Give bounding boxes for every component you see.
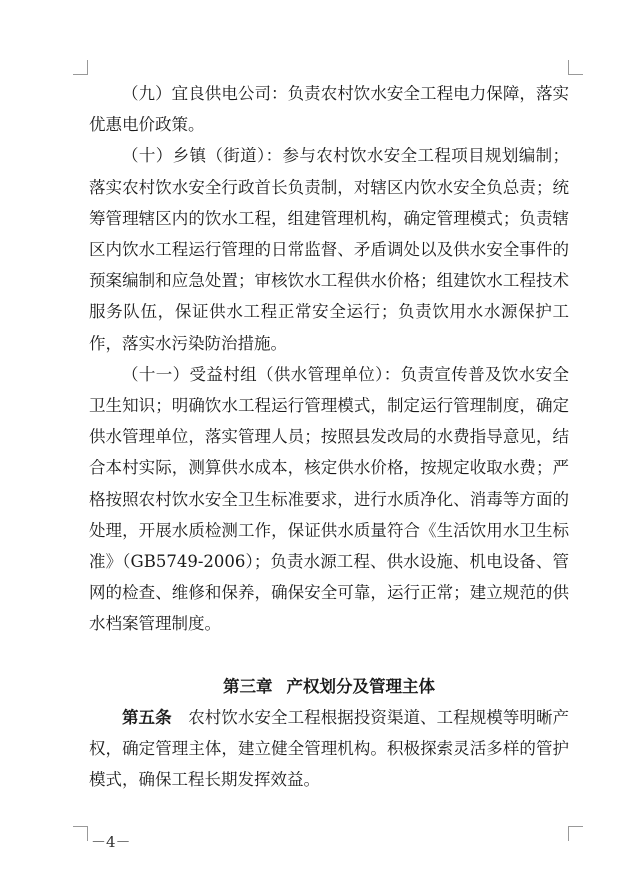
chapter-title: 产权划分及管理主体 bbox=[286, 676, 435, 696]
paragraph-item-10: （十）乡镇（街道）：参与农村饮水安全工程项目规划编制；落实农村饮水安全行政首长负责制，对辖区内饮水安全负总责；统筹管理辖区内的饮水工程，组建管理机构，确定管理模式；负责辖区内饮水工程运行管理的日常监督、矛盾调处以及供水安全事件的预案编制和应急处置；审核饮水工程供水价格；组建饮水工程技术服务队伍，保证供水工程正常安全运行；负责饮用水水源保护工作，落实水污染防治措施。 bbox=[89, 146, 569, 353]
body-text bbox=[89, 78, 569, 795]
paragraph-item-11: （十一）受益村组（供水管理单位）：负责宣传普及饮水安全卫生知识；明确饮水工程运行管理模式，制定运行管理制度，确定供水管理单位，落实管理人员；按照县发改局的水费指导意见，结合本村实际，测算供水成本，核定供水价格，按规定收取水费；严格按照农村饮水安全卫生标准要求，进行水质净化、消毒等方面的处理，开展水质检测工作，保证供水质量符合《生活饮用水卫生标准》（GB5749-2006）；负责水源工程、供水设施、机电设备、管网的检查、维修和保养，确保安全可靠，运行正常；建立规范的供水档案管理制度。 bbox=[89, 364, 569, 634]
crop-mark-top-right bbox=[568, 60, 583, 75]
chapter-heading bbox=[89, 671, 569, 702]
article-paragraph bbox=[89, 702, 569, 796]
chapter-number: 第三章 bbox=[223, 676, 273, 696]
crop-mark-top-left bbox=[73, 60, 88, 75]
crop-mark-bottom-right bbox=[568, 826, 583, 841]
article-head: 第五条 bbox=[122, 707, 172, 727]
page-number: －4－ bbox=[91, 833, 131, 851]
article-body: 农村饮水安全工程根据投资渠道、工程规模等明晰产权，确定管理主体，建立健全管理机构。积极探索灵活多样的管护模式，确保工程长期发挥效益。 bbox=[89, 707, 570, 790]
paragraph-item-9: （九）宜良供电公司：负责农村饮水安全工程电力保障，落实优惠电价政策。 bbox=[89, 84, 569, 135]
crop-mark-bottom-left bbox=[73, 826, 88, 841]
